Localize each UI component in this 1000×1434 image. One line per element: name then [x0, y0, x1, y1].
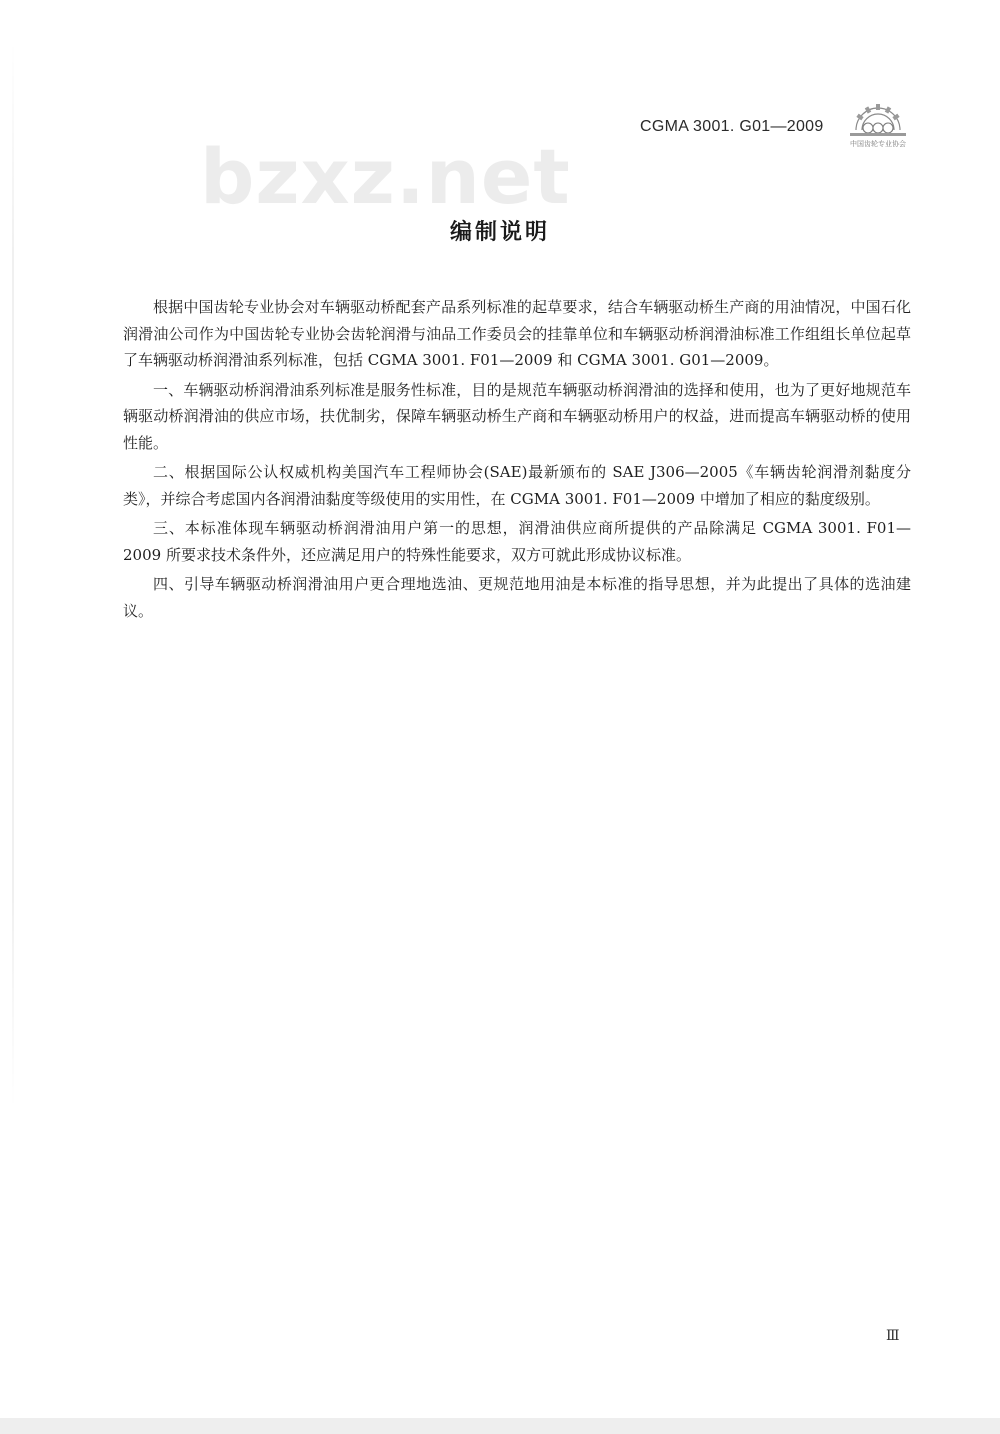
paragraph-2: 二、根据国际公认权威机构美国汽车工程师协会(SAE)最新颁布的 SAE J306—2005《车辆齿轮润滑剂黏度分类》，并综合考虑国内各润滑油黏度等级使用的实用性，在 CGMA 3001. F01—2009 中增加了相应的黏度级别。: [123, 463, 911, 508]
paragraph-1: 一、车辆驱动桥润滑油系列标准是服务性标准，目的是规范车辆驱动桥润滑油的选择和使用，也为了更好地规范车辆驱动桥润滑油的供应市场，扶优制劣，保障车辆驱动桥生产商和车辆驱动桥用户的权益，进而提高车辆驱动桥的使用性能。: [123, 380, 911, 452]
paragraph-4: 四、引导车辆驱动桥润滑油用户更合理地选油、更规范地用油是本标准的指导思想，并为此提出了具体的选油建议。: [123, 575, 911, 620]
association-logo: [842, 100, 914, 150]
standard-number: CGMA 3001. G01—2009: [640, 118, 824, 135]
gear-logo-icon: [842, 100, 914, 150]
bottom-scroll-strip: [0, 1418, 1000, 1434]
page-number: Ⅲ: [886, 1328, 900, 1344]
page-edge-shadow: [12, 40, 14, 1110]
watermark: bzxz.net: [200, 132, 571, 221]
page-title: 编制说明: [449, 220, 550, 245]
logo-caption: 中国齿轮专业协会: [850, 140, 906, 148]
paragraph-3: 三、本标准体现车辆驱动桥润滑油用户第一的思想，润滑油供应商所提供的产品除满足 CGMA 3001. F01—2009 所要求技术条件外，还应满足用户的特殊性能要求，双方可就此形成协议标准。: [123, 519, 911, 564]
body-text: [123, 294, 911, 627]
paragraph-intro: 根据中国齿轮专业协会对车辆驱动桥配套产品系列标准的起草要求，结合车辆驱动桥生产商的用油情况，中国石化润滑油公司作为中国齿轮专业协会齿轮润滑与油品工作委员会的挂靠单位和车辆驱动桥润滑油标准工作组组长单位起草了车辆驱动桥润滑油系列标准，包括 CGMA 3001. F01—2009 和 CGMA 3001. G01—2009。: [123, 298, 911, 369]
